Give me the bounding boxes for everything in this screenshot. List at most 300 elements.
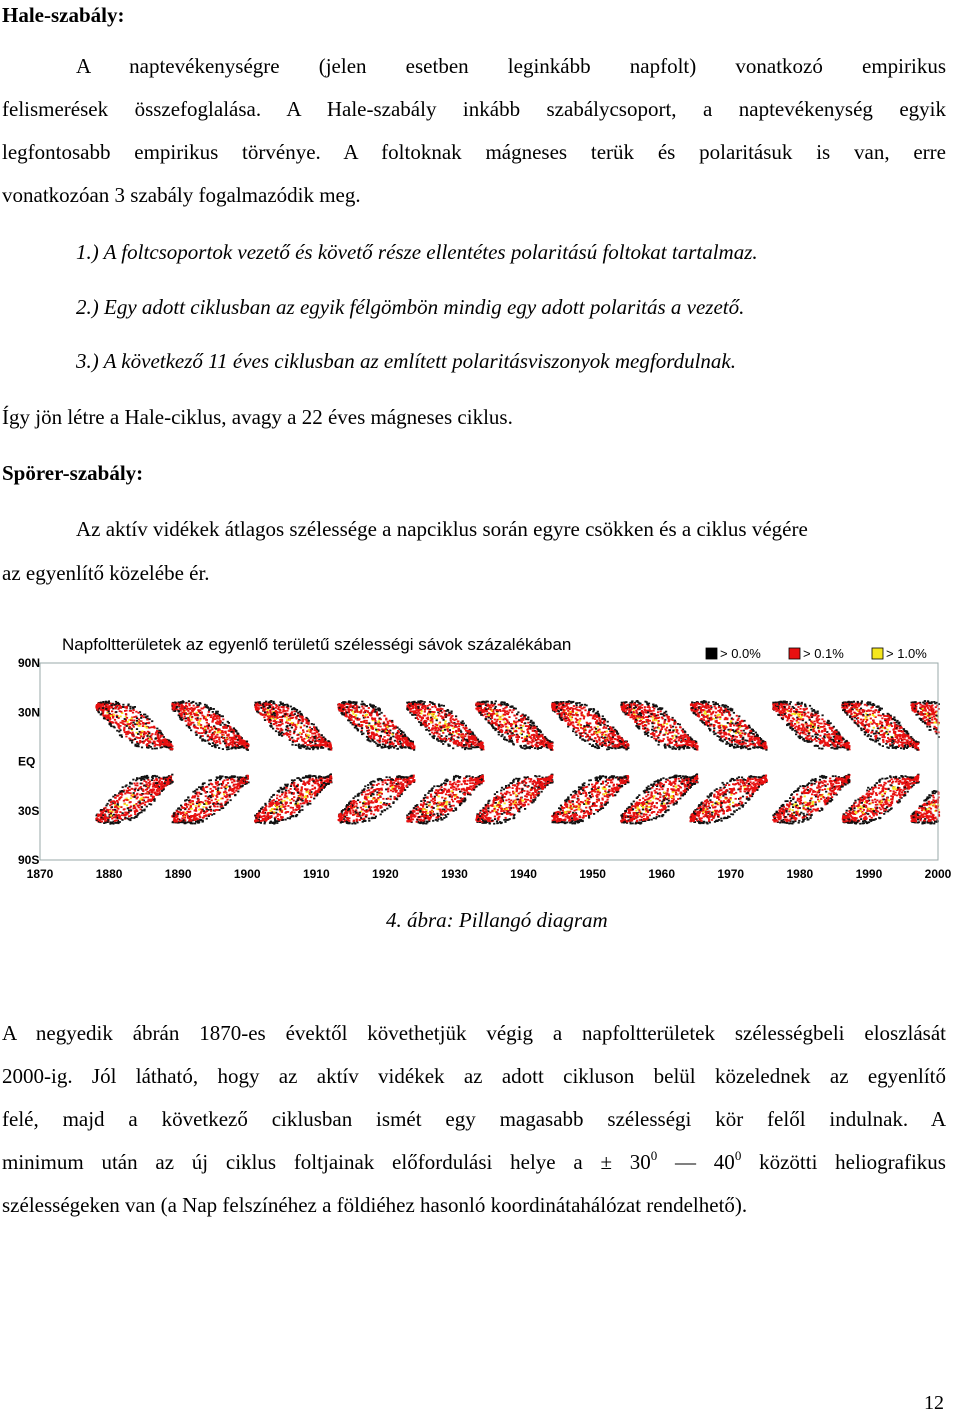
- sunspot-mark: [229, 776, 231, 778]
- sunspot-mark: [368, 806, 370, 808]
- sunspot-mark: [198, 799, 200, 801]
- sunspot-mark: [181, 817, 183, 819]
- sunspot-mark: [184, 822, 186, 824]
- sunspot-mark: [292, 809, 294, 811]
- sunspot-mark: [182, 811, 184, 813]
- sunspot-mark: [366, 705, 368, 707]
- sunspot-mark: [210, 714, 212, 716]
- sunspot-mark: [208, 798, 210, 800]
- sunspot-mark: [287, 722, 289, 724]
- sunspot-mark: [186, 813, 188, 815]
- sunspot-mark: [449, 714, 451, 716]
- sunspot-mark: [188, 700, 190, 702]
- sunspot-mark: [236, 732, 238, 734]
- sunspot-mark: [222, 741, 224, 743]
- sunspot-mark: [448, 803, 450, 805]
- sunspot-mark: [176, 706, 178, 708]
- sunspot-mark: [276, 804, 278, 806]
- sunspot-mark: [278, 706, 280, 708]
- sunspot-mark: [217, 799, 219, 801]
- sunspot-mark: [292, 815, 294, 817]
- sunspot-mark: [377, 715, 379, 717]
- sunspot-mark: [155, 733, 157, 735]
- sunspot-mark: [120, 806, 122, 808]
- sunspot-mark: [234, 747, 236, 749]
- sunspot-mark: [204, 726, 206, 728]
- x-tick-label: 1910: [303, 867, 330, 881]
- sunspot-mark: [272, 802, 274, 804]
- sunspot-mark: [149, 718, 151, 720]
- sunspot-mark: [269, 725, 271, 727]
- sunspot-mark: [287, 784, 289, 786]
- sunspot-mark: [232, 788, 234, 790]
- sunspot-mark: [276, 797, 278, 799]
- sunspot-mark: [145, 717, 147, 719]
- sunspot-mark: [240, 786, 242, 788]
- sunspot-mark: [427, 801, 429, 803]
- sunspot-mark: [210, 779, 212, 781]
- sunspot-mark: [393, 725, 395, 727]
- sunspot-mark: [173, 818, 175, 820]
- sunspot-mark: [342, 708, 344, 710]
- sunspot-mark: [126, 717, 128, 719]
- sunspot-mark: [295, 809, 297, 811]
- sunspot-mark: [220, 806, 222, 808]
- sunspot-mark: [227, 746, 229, 748]
- sunspot-mark: [288, 736, 290, 738]
- sunspot-mark: [121, 814, 123, 816]
- sunspot-mark: [435, 715, 437, 717]
- sunspot-mark: [291, 737, 293, 739]
- sunspot-mark: [103, 817, 105, 819]
- sunspot-mark: [132, 779, 134, 781]
- sunspot-mark: [385, 742, 387, 744]
- sunspot-mark: [116, 730, 118, 732]
- sunspot-mark: [211, 791, 213, 793]
- sunspot-mark: [293, 731, 295, 733]
- butterfly-diagram: [18, 628, 960, 888]
- sunspot-mark: [200, 801, 202, 803]
- sunspot-mark: [216, 776, 218, 778]
- sunspot-mark: [222, 748, 224, 750]
- sunspot-mark: [145, 796, 147, 798]
- sunspot-mark: [445, 816, 447, 818]
- sunspot-mark: [405, 781, 407, 783]
- sunspot-mark: [297, 712, 299, 714]
- sunspot-mark: [146, 775, 148, 777]
- sunspot-mark: [285, 812, 287, 814]
- sunspot-mark: [278, 790, 280, 792]
- sunspot-mark: [368, 722, 370, 724]
- sunspot-mark: [309, 793, 311, 795]
- sunspot-mark: [107, 803, 109, 805]
- sunspot-mark: [199, 732, 201, 734]
- sunspot-mark: [302, 795, 304, 797]
- sunspot-mark: [357, 813, 359, 815]
- sunspot-mark: [204, 790, 206, 792]
- sunspot-mark: [232, 779, 234, 781]
- sunspot-mark: [171, 745, 173, 747]
- sunspot-mark: [134, 790, 136, 792]
- sunspot-mark: [305, 748, 307, 750]
- sunspot-mark: [294, 713, 296, 715]
- sunspot-mark: [278, 712, 280, 714]
- sunspot-mark: [194, 810, 196, 812]
- sunspot-mark: [377, 744, 379, 746]
- sunspot-mark: [382, 723, 384, 725]
- sunspot-mark: [371, 817, 373, 819]
- sunspot-mark: [303, 781, 305, 783]
- sunspot-mark: [309, 791, 311, 793]
- sunspot-mark: [344, 808, 346, 810]
- sunspot-mark: [361, 706, 363, 708]
- x-tick-label: 1990: [856, 867, 883, 881]
- sunspot-mark: [349, 706, 351, 708]
- sunspot-mark: [406, 779, 408, 781]
- sunspot-mark: [269, 705, 271, 707]
- sunspot-mark: [378, 741, 380, 743]
- sunspot-mark: [118, 726, 120, 728]
- sunspot-mark: [398, 795, 400, 797]
- sunspot-mark: [224, 724, 226, 726]
- sunspot-mark: [287, 705, 289, 707]
- sunspot-mark: [355, 801, 357, 803]
- sunspot-mark: [228, 786, 230, 788]
- sunspot-mark: [308, 720, 310, 722]
- sunspot-mark: [110, 723, 112, 725]
- sunspot-mark: [180, 702, 182, 704]
- sunspot-mark: [155, 778, 157, 780]
- sunspot-mark: [394, 785, 396, 787]
- sunspot-mark: [116, 812, 118, 814]
- sunspot-mark: [129, 727, 131, 729]
- sunspot-mark: [300, 792, 302, 794]
- sunspot-mark: [398, 743, 400, 745]
- sunspot-mark: [111, 806, 113, 808]
- sunspot-mark: [285, 729, 287, 731]
- sunspot-mark: [393, 782, 395, 784]
- sunspot-mark: [374, 718, 376, 720]
- sunspot-mark: [464, 735, 466, 737]
- sunspot-mark: [143, 785, 145, 787]
- sunspot-mark: [255, 702, 257, 704]
- sunspot-mark: [291, 722, 293, 724]
- sunspot-mark: [149, 784, 151, 786]
- sunspot-mark: [134, 745, 136, 747]
- sunspot-mark: [358, 795, 360, 797]
- sunspot-mark: [356, 822, 358, 824]
- sunspot-mark: [371, 793, 373, 795]
- sunspot-mark: [291, 811, 293, 813]
- sunspot-mark: [114, 719, 116, 721]
- sunspot-mark: [388, 730, 390, 732]
- sunspot-mark: [301, 722, 303, 724]
- sunspot-mark: [344, 820, 346, 822]
- sunspot-mark: [330, 781, 332, 783]
- sunspot-mark: [180, 809, 182, 811]
- sunspot-mark: [361, 727, 363, 729]
- sunspot-mark: [141, 778, 143, 780]
- sunspot-mark: [309, 727, 311, 729]
- sunspot-mark: [206, 722, 208, 724]
- sunspot-mark: [359, 819, 361, 821]
- sunspot-mark: [239, 740, 241, 742]
- sunspot-mark: [386, 726, 388, 728]
- sunspot-mark: [422, 706, 424, 708]
- sunspot-mark: [391, 746, 393, 748]
- sunspot-mark: [360, 711, 362, 713]
- sunspot-mark: [97, 814, 99, 816]
- sunspot-mark: [216, 796, 218, 798]
- sunspot-mark: [197, 727, 199, 729]
- sunspot-mark: [347, 709, 349, 711]
- sunspot-mark: [260, 704, 262, 706]
- sunspot-mark: [295, 815, 297, 817]
- sunspot-mark: [441, 712, 443, 714]
- sunspot-mark: [416, 715, 418, 717]
- sunspot-mark: [373, 814, 375, 816]
- sunspot-mark: [305, 776, 307, 778]
- sunspot-mark: [225, 788, 227, 790]
- sunspot-mark: [285, 722, 287, 724]
- sunspot-mark: [221, 776, 223, 778]
- sunspot-mark: [295, 788, 297, 790]
- sunspot-mark: [376, 801, 378, 803]
- sunspot-mark: [353, 707, 355, 709]
- sunspot-mark: [318, 740, 320, 742]
- sunspot-mark: [107, 702, 109, 704]
- sunspot-mark: [131, 742, 133, 744]
- sunspot-mark: [426, 796, 428, 798]
- sunspot-mark: [195, 805, 197, 807]
- sunspot-mark: [191, 797, 193, 799]
- sunspot-mark: [352, 702, 354, 704]
- sunspot-mark: [161, 781, 163, 783]
- sunspot-mark: [267, 707, 269, 709]
- sunspot-mark: [184, 706, 186, 708]
- sunspot-mark: [210, 810, 212, 812]
- sunspot-mark: [389, 738, 391, 740]
- sunspot-mark: [353, 822, 355, 824]
- sunspot-mark: [139, 777, 141, 779]
- sunspot-mark: [283, 800, 285, 802]
- sunspot-mark: [155, 776, 157, 778]
- sunspot-mark: [192, 701, 194, 703]
- sunspot-mark: [413, 746, 415, 748]
- sunspot-mark: [272, 822, 274, 824]
- sunspot-mark: [277, 815, 279, 817]
- sunspot-mark: [168, 777, 170, 779]
- sunspot-mark: [126, 706, 128, 708]
- sunspot-mark: [223, 786, 225, 788]
- sunspot-mark: [353, 720, 355, 722]
- sunspot-mark: [246, 748, 248, 750]
- sunspot-mark: [151, 779, 153, 781]
- sunspot-mark: [203, 730, 205, 732]
- sunspot-mark: [181, 706, 183, 708]
- sunspot-mark: [403, 780, 405, 782]
- sunspot-mark: [199, 804, 201, 806]
- sunspot-mark: [288, 792, 290, 794]
- sunspot-mark: [321, 740, 323, 742]
- sunspot-mark: [201, 732, 203, 734]
- sunspot-mark: [351, 719, 353, 721]
- sunspot-mark: [147, 787, 149, 789]
- sunspot-mark: [246, 781, 248, 783]
- sunspot-mark: [374, 706, 376, 708]
- sunspot-mark: [365, 726, 367, 728]
- sunspot-mark: [429, 801, 431, 803]
- sunspot-mark: [218, 777, 220, 779]
- sunspot-mark: [382, 744, 384, 746]
- sunspot-mark: [198, 806, 200, 808]
- sunspot-mark: [353, 722, 355, 724]
- sunspot-mark: [144, 740, 146, 742]
- sunspot-mark: [267, 713, 269, 715]
- legend-swatch: [789, 648, 800, 659]
- sunspot-mark: [380, 802, 382, 804]
- sunspot-mark: [148, 732, 150, 734]
- sunspot-mark: [284, 794, 286, 796]
- sunspot-mark: [269, 721, 271, 723]
- sunspot-mark: [138, 718, 140, 720]
- sunspot-mark: [466, 783, 468, 785]
- sunspot-mark: [276, 717, 278, 719]
- sunspot-mark: [325, 746, 327, 748]
- sunspot-mark: [427, 705, 429, 707]
- sunspot-mark: [271, 805, 273, 807]
- sunspot-mark: [225, 792, 227, 794]
- sunspot-mark: [352, 711, 354, 713]
- sunspot-mark: [146, 783, 148, 785]
- sunspot-mark: [105, 822, 107, 824]
- sunspot-mark: [289, 799, 291, 801]
- sunspot-mark: [356, 819, 358, 821]
- sunspot-mark: [329, 778, 331, 780]
- sunspot-mark: [276, 820, 278, 822]
- sunspot-mark: [216, 712, 218, 714]
- sunspot-mark: [314, 744, 316, 746]
- sunspot-mark: [279, 716, 281, 718]
- sunspot-mark: [398, 728, 400, 730]
- sunspot-mark: [379, 738, 381, 740]
- sunspot-mark: [367, 738, 369, 740]
- sunspot-mark: [355, 725, 357, 727]
- sunspot-mark: [298, 746, 300, 748]
- sunspot-mark: [211, 784, 213, 786]
- sunspot-mark: [386, 783, 388, 785]
- sunspot-mark: [143, 776, 145, 778]
- sunspot-mark: [293, 796, 295, 798]
- sunspot-mark: [327, 746, 329, 748]
- sunspot-mark: [367, 802, 369, 804]
- sunspot-mark: [213, 740, 215, 742]
- sunspot-mark: [114, 707, 116, 709]
- sunspot-mark: [310, 796, 312, 798]
- sunspot-mark: [292, 741, 294, 743]
- sunspot-mark: [183, 710, 185, 712]
- sunspot-mark: [363, 820, 365, 822]
- sunspot-mark: [193, 705, 195, 707]
- sunspot-mark: [161, 790, 163, 792]
- sunspot-mark: [229, 727, 231, 729]
- sunspot-mark: [185, 703, 187, 705]
- sunspot-mark: [449, 794, 451, 796]
- sunspot-mark: [152, 796, 154, 798]
- sunspot-mark: [400, 730, 402, 732]
- sunspot-mark: [182, 819, 184, 821]
- sunspot-mark: [400, 782, 402, 784]
- sunspot-mark: [140, 783, 142, 785]
- sunspot-mark: [194, 797, 196, 799]
- sunspot-mark: [364, 804, 366, 806]
- sunspot-mark: [424, 794, 426, 796]
- sunspot-mark: [371, 791, 373, 793]
- sunspot-mark: [160, 740, 162, 742]
- sunspot-mark: [136, 722, 138, 724]
- sunspot-mark: [182, 821, 184, 823]
- sunspot-mark: [185, 718, 187, 720]
- sunspot-mark: [299, 778, 301, 780]
- sunspot-mark: [257, 820, 259, 822]
- sunspot-mark: [219, 792, 221, 794]
- sunspot-mark: [149, 790, 151, 792]
- x-tick-label: 1960: [648, 867, 675, 881]
- sunspot-mark: [287, 805, 289, 807]
- sunspot-mark: [326, 742, 328, 744]
- sunspot-mark: [100, 702, 102, 704]
- sunspot-mark: [139, 725, 141, 727]
- sunspot-mark: [157, 787, 159, 789]
- sunspot-mark: [141, 731, 143, 733]
- sunspot-mark: [281, 810, 283, 812]
- sunspot-mark: [194, 819, 196, 821]
- sunspot-mark: [452, 718, 454, 720]
- sunspot-mark: [448, 738, 450, 740]
- sunspot-mark: [105, 811, 107, 813]
- sunspot-mark: [202, 738, 204, 740]
- sunspot-mark: [173, 813, 175, 815]
- sunspot-mark: [213, 708, 215, 710]
- sunspot-mark: [131, 733, 133, 735]
- sunspot-mark: [122, 812, 124, 814]
- sunspot-mark: [228, 790, 230, 792]
- sunspot-mark: [301, 806, 303, 808]
- sunspot-mark: [207, 728, 209, 730]
- sunspot-mark: [106, 704, 108, 706]
- sunspot-mark: [179, 820, 181, 822]
- sunspot-mark: [339, 710, 341, 712]
- sunspot-mark: [451, 799, 453, 801]
- sunspot-mark: [199, 720, 201, 722]
- sunspot-mark: [224, 740, 226, 742]
- sunspot-mark: [375, 799, 377, 801]
- sunspot-mark: [280, 732, 282, 734]
- sunspot-mark: [406, 783, 408, 785]
- sunspot-mark: [164, 782, 166, 784]
- sunspot-mark: [114, 803, 116, 805]
- sunspot-mark: [208, 784, 210, 786]
- sunspot-mark: [292, 708, 294, 710]
- sunspot-mark: [218, 747, 220, 749]
- sunspot-mark: [357, 730, 359, 732]
- sunspot-mark: [400, 792, 402, 794]
- sunspot-mark: [246, 741, 248, 743]
- sunspot-mark: [390, 781, 392, 783]
- hale-rule-3: 3.) A következő 11 éves ciklusban az említett polaritásviszonyok megfordulnak.: [76, 349, 736, 374]
- sunspot-mark: [200, 724, 202, 726]
- sunspot-mark: [323, 782, 325, 784]
